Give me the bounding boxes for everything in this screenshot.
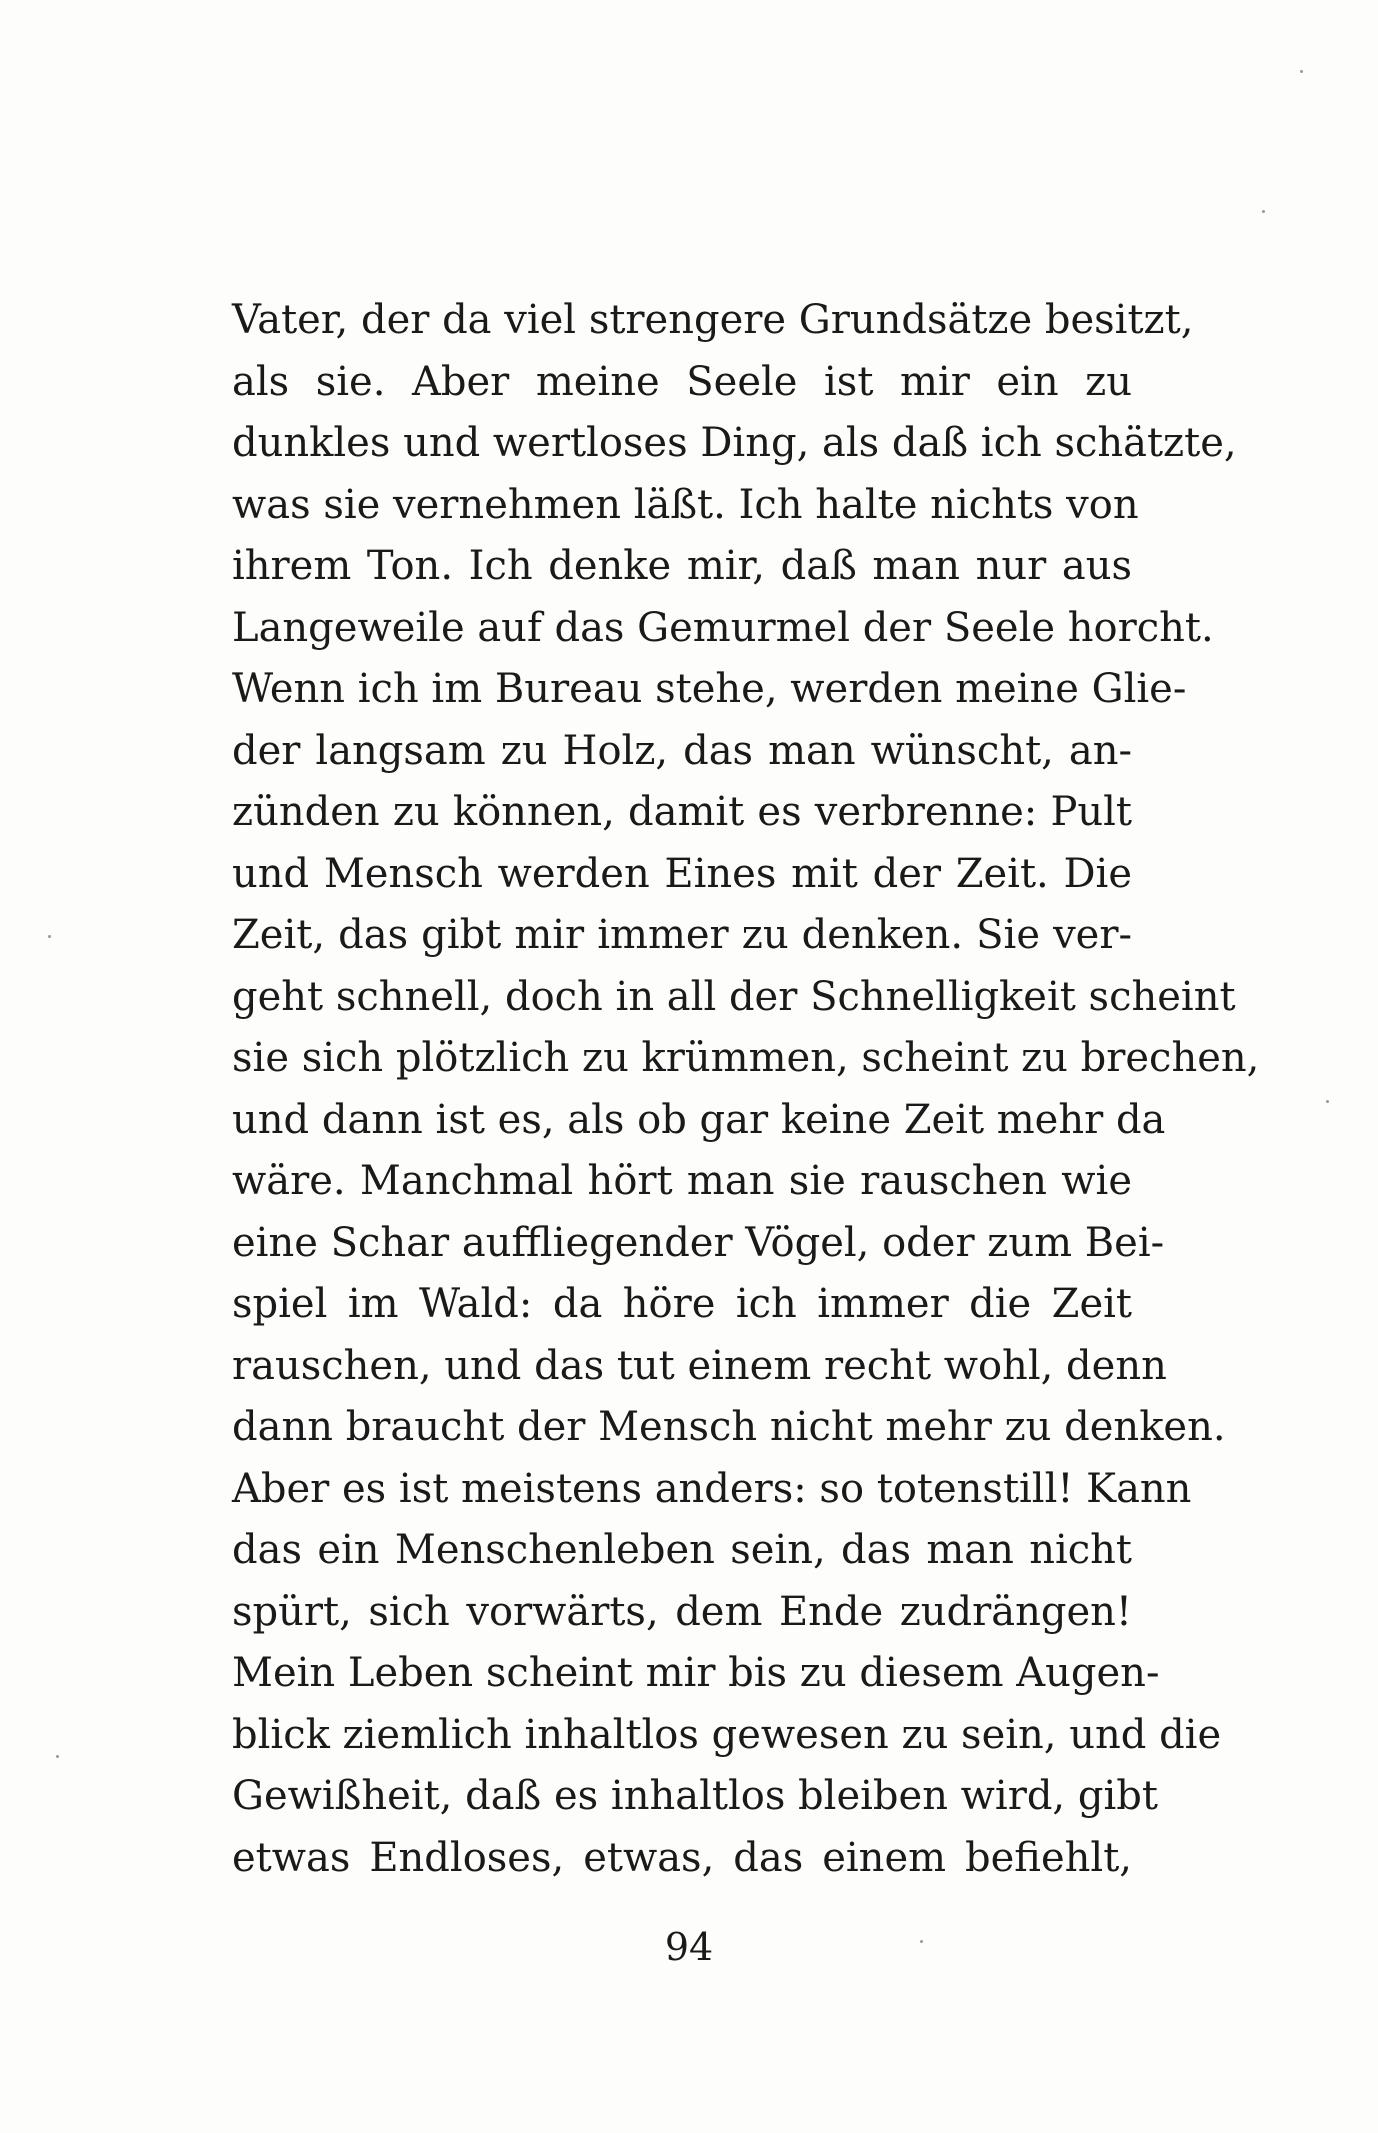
paper-speck [48, 935, 51, 938]
text-line: Vater, der da viel strengere Grundsätze besitzt, [232, 297, 1194, 343]
text-line: was sie vernehmen läßt. Ich halte nichts von [232, 481, 1139, 528]
text-line: ihrem Ton. Ich denke mir, daß man nur aus [232, 543, 1132, 589]
text-line: spiel im Wald: da höre ich immer die Zeit [232, 1281, 1132, 1327]
text-line: der langsam zu Holz, das man wünscht, an- [232, 727, 1132, 774]
page-number: 94 [664, 1925, 714, 1969]
text-line: als sie. Aber meine Seele ist mir ein zu [232, 358, 1132, 405]
text-line: Wenn ich im Bureau stehe, werden meine Glie- [232, 666, 1187, 712]
text-line: zünden zu können, damit es verbrenne: Pult [232, 789, 1132, 835]
text-line: blick ziemlich inhaltlos gewesen zu sein, und die [232, 1711, 1222, 1758]
text-line: etwas Endloses, etwas, das einem befiehlt, [232, 1834, 1132, 1881]
text-line: dunkles und wertloses Ding, als daß ich schätzte, [232, 420, 1237, 466]
text-line: spürt, sich vorwärts, dem Ende zudrängen! [232, 1588, 1132, 1635]
body-text [232, 290, 1260, 1889]
paper-speck [920, 1940, 923, 1943]
text-line: und dann ist es, als ob gar keine Zeit mehr da [232, 1096, 1166, 1143]
text-line: Langeweile auf das Gemurmel der Seele horcht. [232, 604, 1214, 651]
text-line: Aber es ist meistens anders: so totenstill! Kann [232, 1465, 1192, 1512]
text-line: rauschen, und das tut einem recht wohl, denn [232, 1342, 1167, 1389]
paper-speck [56, 1755, 59, 1758]
text-line: das ein Menschenleben sein, das man nicht [232, 1527, 1132, 1573]
text-line: wäre. Manchmal hört man sie rauschen wie [232, 1158, 1132, 1204]
text-line: Gewißheit, daß es inhaltlos bleiben wird, gibt [232, 1773, 1158, 1819]
text-line: sie sich plötzlich zu krümmen, scheint zu brechen, [232, 1035, 1260, 1081]
text-line: Zeit, das gibt mir immer zu denken. Sie ver- [232, 912, 1132, 958]
paper-speck [1326, 1100, 1329, 1103]
text-line: dann braucht der Mensch nicht mehr zu denken. [232, 1404, 1226, 1450]
text-line: geht schnell, doch in all der Schnelligkeit scheint [232, 973, 1236, 1020]
paper-speck [1262, 210, 1265, 213]
text-line: eine Schar auffliegender Vögel, oder zum Bei- [232, 1219, 1165, 1266]
paper-speck [1300, 70, 1303, 73]
text-line: Mein Leben scheint mir bis zu diesem Augen- [232, 1650, 1160, 1696]
text-line: und Mensch werden Eines mit der Zeit. Die [232, 850, 1132, 897]
